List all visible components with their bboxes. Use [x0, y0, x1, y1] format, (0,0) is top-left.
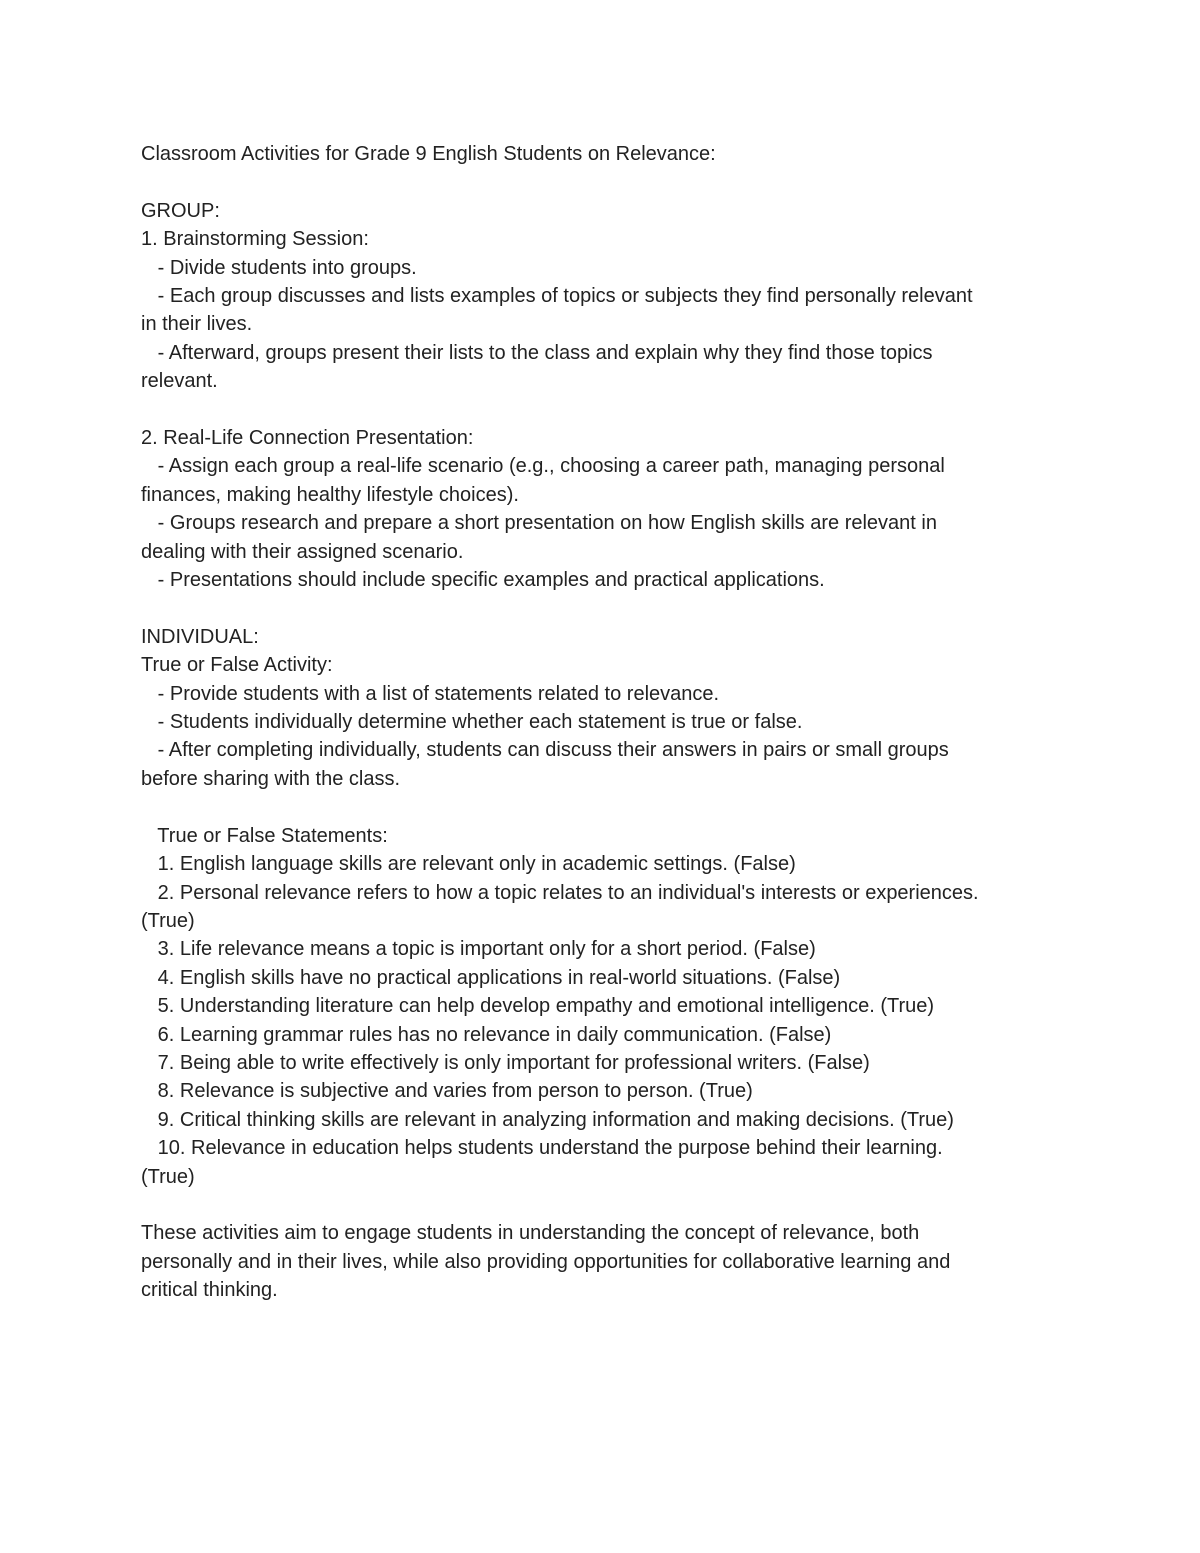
- activity-2-bullet: - Presentations should include specific examples and practical applications.: [141, 569, 825, 592]
- activity-1-bullet-cont: in their lives.: [141, 313, 253, 336]
- statements-heading: True or False Statements:: [141, 824, 388, 847]
- statement-item: 4. English skills have no practical applications in real-world situations. (False): [141, 966, 841, 989]
- activity-1-bullet: - Each group discusses and lists examples of topics or subjects they find personally relevant: [141, 285, 973, 308]
- statement-item: 7. Being able to write effectively is only important for professional writers. (False): [141, 1051, 870, 1074]
- document-title: Classroom Activities for Grade 9 English Students on Relevance:: [141, 143, 716, 165]
- statement-item: 5. Understanding literature can help develop empathy and emotional intelligence. (True): [141, 995, 935, 1018]
- individual-bullet: - Provide students with a list of statements related to relevance.: [141, 682, 720, 705]
- statement-item: 2. Personal relevance refers to how a topic relates to an individual's interests or experiences.: [141, 881, 979, 904]
- individual-bullet: - After completing individually, students can discuss their answers in pairs or small groups: [141, 739, 949, 762]
- spacer: [141, 396, 1061, 424]
- statement-item: 6. Learning grammar rules has no relevance in daily communication. (False): [141, 1023, 832, 1046]
- activity-2-bullet: - Groups research and prepare a short presentation on how English skills are relevant in: [141, 512, 937, 535]
- conclusion-text: personally and in their lives, while also providing opportunities for collaborative learning and: [141, 1250, 951, 1273]
- individual-heading: INDIVIDUAL:: [141, 625, 259, 648]
- activity-1-title: 1. Brainstorming Session:: [141, 228, 369, 251]
- individual-activity-title: True or False Activity:: [141, 654, 333, 677]
- activity-2-bullet-cont: dealing with their assigned scenario.: [141, 540, 464, 563]
- activity-2-title: 2. Real-Life Connection Presentation:: [141, 427, 474, 450]
- individual-bullet: - Students individually determine whether each statement is true or false.: [141, 711, 803, 734]
- individual-bullet-cont: before sharing with the class.: [141, 767, 401, 790]
- spacer: [141, 168, 1061, 196]
- group-heading: GROUP:: [141, 199, 220, 222]
- activity-1-bullet-cont: relevant.: [141, 370, 218, 393]
- activity-2-bullet-cont: finances, making healthy lifestyle choices).: [141, 483, 519, 506]
- statement-item-cont: (True): [141, 909, 195, 932]
- statement-item-cont: (True): [141, 1165, 195, 1188]
- spacer: [141, 1191, 1061, 1219]
- activity-2-bullet: - Assign each group a real-life scenario (e.g., choosing a career path, managing personal: [141, 455, 945, 478]
- statement-item: 1. English language skills are relevant only in academic settings. (False): [141, 853, 796, 876]
- conclusion-text: These activities aim to engage students in understanding the concept of relevance, both: [141, 1222, 920, 1245]
- statement-item: 3. Life relevance means a topic is important only for a short period. (False): [141, 938, 816, 961]
- activity-1-bullet: - Divide students into groups.: [141, 256, 417, 279]
- statement-item: 8. Relevance is subjective and varies from person to person. (True): [141, 1080, 753, 1103]
- document-body: [141, 140, 1061, 1305]
- activity-1-bullet: - Afterward, groups present their lists to the class and explain why they find those topics: [141, 341, 933, 364]
- spacer: [141, 793, 1061, 821]
- conclusion-text: critical thinking.: [141, 1279, 278, 1302]
- statement-item: 10. Relevance in education helps students understand the purpose behind their learning.: [141, 1137, 943, 1160]
- spacer: [141, 594, 1061, 622]
- statement-item: 9. Critical thinking skills are relevant in analyzing information and making decisions. (True): [141, 1108, 954, 1131]
